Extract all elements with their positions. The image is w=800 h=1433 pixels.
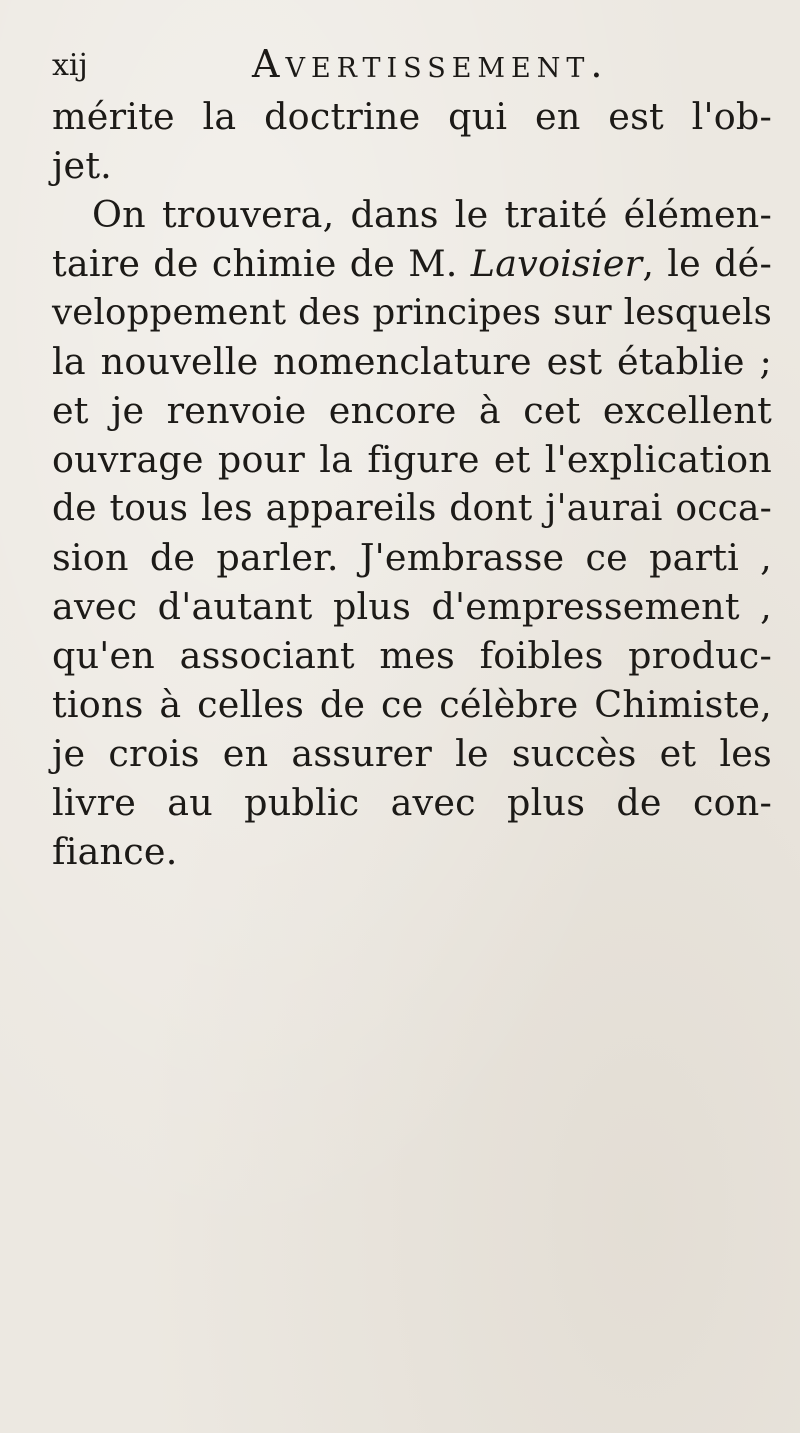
body-text <box>52 92 772 876</box>
text-line: mérite la doctrine qui en est l'ob- <box>52 95 772 138</box>
text-line: et je renvoie encore à cet excellent <box>52 389 772 432</box>
page-number: xij <box>52 48 88 83</box>
text-line: qu'en associant mes foibles produc- <box>52 634 772 677</box>
text-line: fiance. <box>52 830 178 873</box>
text-line: de tous les appareils dont j'aurai occa- <box>52 488 772 529</box>
author-name: Lavoisier <box>470 242 643 285</box>
page-header <box>52 42 762 92</box>
text-line: je crois en assurer le succès et les <box>52 732 772 775</box>
text-line: On trouvera, dans le traité élémen- <box>92 193 772 236</box>
text-line <box>52 239 772 288</box>
text-line: livre au public avec plus de con- <box>52 781 772 824</box>
text-line: sion de parler. J'embrasse ce parti , <box>52 536 772 579</box>
text-line: veloppement des principes sur lesquels <box>52 292 772 333</box>
text-line: tions à celles de ce célèbre Chimiste, <box>52 683 772 726</box>
text-fragment: taire de chimie de M. <box>52 242 458 285</box>
text-line: ouvrage pour la figure et l'explication <box>52 438 772 481</box>
text-fragment: , le dé- <box>642 242 773 285</box>
text-line: la nouvelle nomenclature est établie ; <box>52 340 772 383</box>
text-line: avec d'autant plus d'empressement , <box>52 585 772 628</box>
text-line: jet. <box>52 144 112 187</box>
running-title: Avertissement. <box>252 42 609 86</box>
